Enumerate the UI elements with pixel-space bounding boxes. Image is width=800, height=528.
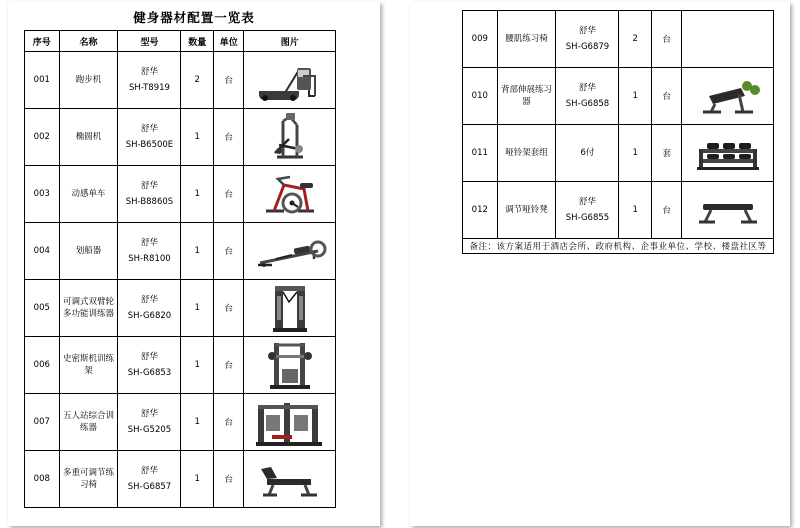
model-brand: 舒华 xyxy=(578,82,596,93)
cell-model xyxy=(118,223,181,280)
model-code: SH-R8100 xyxy=(128,254,171,264)
dumbbell-rack-icon xyxy=(683,126,772,180)
model-code: SH-G6857 xyxy=(127,482,172,492)
table-row xyxy=(25,394,336,451)
cell-qty: 1 xyxy=(181,394,214,451)
cell-no: 004 xyxy=(25,223,60,280)
model-code: SH-G5205 xyxy=(127,425,172,435)
cell-name: 跑步机 xyxy=(59,52,118,109)
cell-qty: 1 xyxy=(181,166,214,223)
table-row xyxy=(25,337,336,394)
cell-no: 010 xyxy=(463,68,498,125)
cell-unit: 台 xyxy=(214,451,244,508)
model-code: SH-B8860S xyxy=(125,197,174,207)
model-brand: 6付 xyxy=(580,147,595,158)
cell-picture xyxy=(244,337,336,394)
column-header-unit: 单位 xyxy=(214,31,244,52)
cell-picture xyxy=(682,182,774,239)
cell-name: 动感单车 xyxy=(59,166,118,223)
table-row xyxy=(25,109,336,166)
cell-name: 椭圆机 xyxy=(59,109,118,166)
cell-model xyxy=(556,125,619,182)
equipment-table-right xyxy=(462,10,774,254)
cell-qty: 1 xyxy=(181,223,214,280)
multi-station-gym-icon xyxy=(245,395,334,449)
table-row xyxy=(463,11,774,68)
cell-qty: 1 xyxy=(181,280,214,337)
model-brand: 舒华 xyxy=(140,237,158,248)
table-row xyxy=(25,451,336,508)
equipment-table-left xyxy=(24,30,336,508)
page-title: 健身器材配置一览表 xyxy=(133,10,255,25)
column-header-model: 型号 xyxy=(118,31,181,52)
cell-unit: 台 xyxy=(214,394,244,451)
column-header-no: 序号 xyxy=(25,31,60,52)
model-brand: 舒华 xyxy=(140,294,158,305)
cell-qty: 1 xyxy=(181,451,214,508)
model-brand: 舒华 xyxy=(140,123,158,134)
model-code: SH-B6500E xyxy=(125,140,174,150)
cell-unit: 台 xyxy=(214,166,244,223)
cell-unit: 台 xyxy=(652,68,682,125)
cell-model xyxy=(118,109,181,166)
document-page-left xyxy=(8,2,380,526)
back-extension-chair-icon xyxy=(683,12,772,66)
table-row xyxy=(463,182,774,239)
model-brand: 舒华 xyxy=(140,465,158,476)
cell-no: 012 xyxy=(463,182,498,239)
cell-name: 多重可调节练习椅 xyxy=(59,451,118,508)
model-code: SH-G6879 xyxy=(565,42,610,52)
cell-qty: 2 xyxy=(181,52,214,109)
cell-model xyxy=(118,451,181,508)
cell-unit: 套 xyxy=(652,125,682,182)
cell-unit: 台 xyxy=(214,223,244,280)
model-code: SH-G6820 xyxy=(127,311,172,321)
cell-name: 五人站综合训练器 xyxy=(59,394,118,451)
model-code: SH-G6855 xyxy=(565,213,610,223)
table-row xyxy=(463,68,774,125)
cell-picture xyxy=(244,451,336,508)
cell-no: 011 xyxy=(463,125,498,182)
cell-no: 009 xyxy=(463,11,498,68)
cell-qty: 1 xyxy=(619,125,652,182)
remark-text: 备注：该方案适用于酒店会所、政府机构、企事业单位、学校、楼盘社区等 xyxy=(463,239,774,254)
treadmill-icon xyxy=(245,53,334,107)
document-page-right xyxy=(410,2,790,526)
smith-machine-icon xyxy=(245,338,334,392)
cable-crossover-icon xyxy=(245,281,334,335)
table-row xyxy=(25,52,336,109)
cell-no: 002 xyxy=(25,109,60,166)
cell-name: 背部伸展练习器 xyxy=(497,68,556,125)
elliptical-icon xyxy=(245,110,334,164)
cell-unit: 台 xyxy=(214,337,244,394)
cell-no: 007 xyxy=(25,394,60,451)
cell-picture xyxy=(682,68,774,125)
table-row xyxy=(25,280,336,337)
spin-bike-icon xyxy=(245,167,334,221)
column-header-name: 名称 xyxy=(59,31,118,52)
model-brand: 舒华 xyxy=(140,408,158,419)
cell-picture xyxy=(682,11,774,68)
cell-no: 008 xyxy=(25,451,60,508)
cell-model xyxy=(118,52,181,109)
cell-name: 腰肌练习椅 xyxy=(497,11,556,68)
cell-qty: 1 xyxy=(181,337,214,394)
cell-unit: 台 xyxy=(652,182,682,239)
cell-no: 003 xyxy=(25,166,60,223)
cell-qty: 1 xyxy=(181,109,214,166)
cell-picture xyxy=(244,52,336,109)
cell-model xyxy=(556,11,619,68)
back-extension-bench-icon xyxy=(683,69,772,123)
model-brand: 舒华 xyxy=(140,66,158,77)
cell-picture xyxy=(244,394,336,451)
cell-qty: 2 xyxy=(619,11,652,68)
cell-unit: 台 xyxy=(214,109,244,166)
model-brand: 舒华 xyxy=(140,180,158,191)
cell-picture xyxy=(244,109,336,166)
model-code: SH-G6858 xyxy=(565,99,610,109)
remark-row xyxy=(463,239,774,254)
model-brand: 舒华 xyxy=(140,351,158,362)
cell-picture xyxy=(244,166,336,223)
model-code: SH-G6853 xyxy=(127,368,172,378)
cell-qty: 1 xyxy=(619,182,652,239)
model-brand: 舒华 xyxy=(578,25,596,36)
rowing-machine-icon xyxy=(245,224,334,278)
cell-picture xyxy=(244,280,336,337)
dumbbell-bench-icon xyxy=(683,183,772,237)
cell-name: 可调式双臂轮多功能训练器 xyxy=(59,280,118,337)
cell-model xyxy=(118,166,181,223)
model-code: SH-T8919 xyxy=(129,83,170,93)
table-header-row xyxy=(25,31,336,52)
cell-unit: 台 xyxy=(214,280,244,337)
column-header-qty: 数量 xyxy=(181,31,214,52)
cell-name: 史密斯机训练架 xyxy=(59,337,118,394)
table-row xyxy=(463,125,774,182)
cell-qty: 1 xyxy=(619,68,652,125)
cell-model xyxy=(556,68,619,125)
cell-model xyxy=(118,394,181,451)
cell-no: 006 xyxy=(25,337,60,394)
cell-name: 哑铃架套组 xyxy=(497,125,556,182)
cell-no: 001 xyxy=(25,52,60,109)
cell-name: 划船器 xyxy=(59,223,118,280)
cell-picture xyxy=(682,125,774,182)
cell-model xyxy=(556,182,619,239)
cell-name: 调节哑铃凳 xyxy=(497,182,556,239)
cell-picture xyxy=(244,223,336,280)
cell-unit: 台 xyxy=(214,52,244,109)
cell-no: 005 xyxy=(25,280,60,337)
cell-model xyxy=(118,337,181,394)
model-brand: 舒华 xyxy=(578,196,596,207)
cell-unit: 台 xyxy=(652,11,682,68)
table-row xyxy=(25,223,336,280)
column-header-pic: 图片 xyxy=(244,31,336,52)
table-row xyxy=(25,166,336,223)
adjustable-bench-icon xyxy=(245,452,334,506)
cell-model xyxy=(118,280,181,337)
